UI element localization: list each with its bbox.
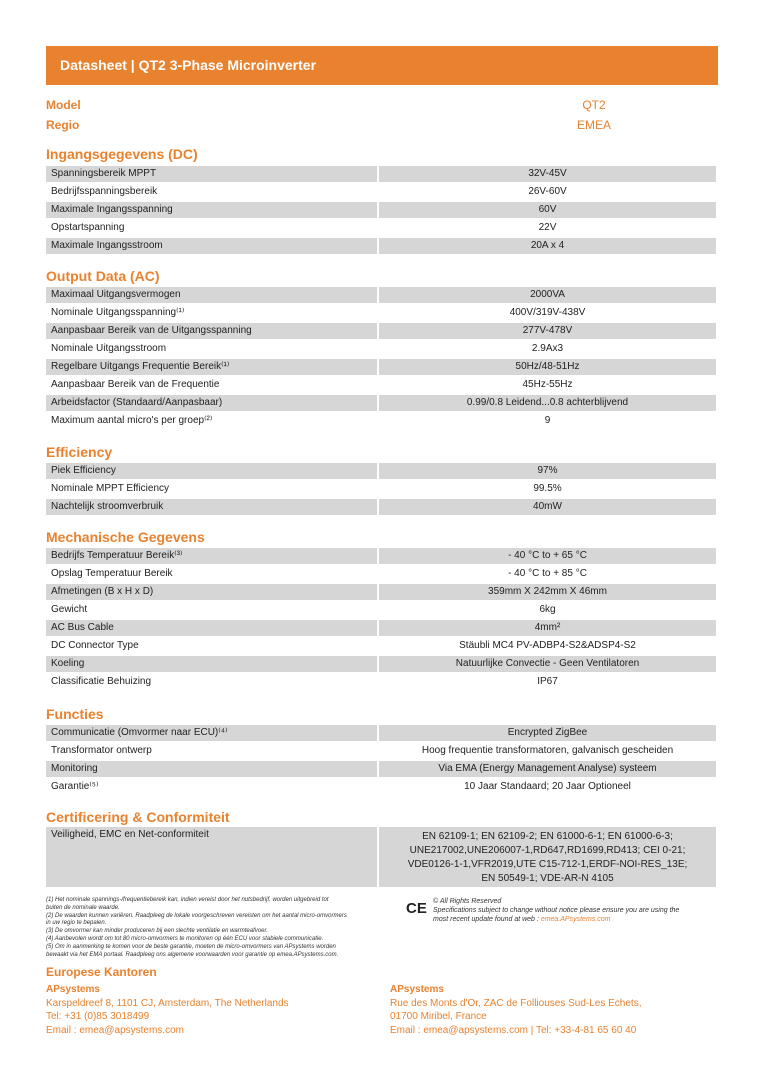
table-row xyxy=(46,359,716,375)
office-amsterdam xyxy=(46,983,289,1037)
row-value: - 40 °C to + 65 °C xyxy=(379,548,716,564)
table-row xyxy=(46,166,716,182)
certification-line: UNE217002,UNE206007-1,RD647,RD1699,RD413; CEI 0-21; xyxy=(409,845,686,856)
row-label: Nominale MPPT Efficiency xyxy=(51,483,170,494)
rights-line xyxy=(433,915,718,924)
table-dc xyxy=(46,166,716,256)
table-row xyxy=(46,481,716,497)
ce-mark-icon: CE xyxy=(406,900,427,917)
row-label: Aanpasbaar Bereik van de Uitgangsspanning xyxy=(46,323,377,339)
row-label: Arbeidsfactor (Standaard/Aanpasbaar) xyxy=(46,395,377,411)
section-title-mechanical: Mechanische Gegevens xyxy=(46,529,205,545)
row-label: Aanpasbaar Bereik van de Frequentie xyxy=(51,379,220,390)
row-value: 26V-60V xyxy=(528,186,567,197)
table-row xyxy=(46,220,716,236)
table-row xyxy=(46,184,716,200)
model-row xyxy=(46,98,718,116)
row-value: 40mW xyxy=(379,499,716,515)
rights-text: most recent update found at web : xyxy=(433,916,539,923)
row-value: IP67 xyxy=(537,676,558,687)
table-row xyxy=(46,463,716,479)
row-label: Communicatie (Omvormer naar ECU)⁽⁴⁾ xyxy=(46,725,377,741)
row-value: 4mm² xyxy=(379,620,716,636)
row-value: Stäubli MC4 PV-ADBP4-S2&ADSP4-S2 xyxy=(459,640,636,651)
row-label: Opstartspanning xyxy=(51,222,125,233)
row-label: Gewicht xyxy=(51,604,88,615)
row-label: Classificatie Behuizing xyxy=(51,676,152,687)
footnote-line: in uw regio te bepalen. xyxy=(46,920,107,927)
row-value: 0.99/0.8 Leidend...0.8 achterblijvend xyxy=(379,395,716,411)
table-row xyxy=(46,548,716,564)
table-row xyxy=(46,602,716,618)
table-row xyxy=(46,674,716,690)
certification-label: Veiligheid, EMC en Net-conformiteit xyxy=(46,827,377,887)
row-value: 99.5% xyxy=(533,483,562,494)
row-label: Nachtelijk stroomverbruik xyxy=(46,499,377,515)
table-row xyxy=(46,584,716,600)
region-value: EMEA xyxy=(576,118,611,132)
section-title-efficiency: Efficiency xyxy=(46,444,113,460)
row-label: DC Connector Type xyxy=(51,640,139,651)
table-mechanical xyxy=(46,548,716,692)
row-value: 32V-45V xyxy=(379,166,716,182)
table-row xyxy=(46,395,716,411)
row-value: 2000VA xyxy=(379,287,716,303)
office-contact[interactable]: Email : emea@apsystems.com | Tel: +33-4-81 65 60 40 xyxy=(390,1024,637,1036)
row-label: Spanningsbereik MPPT xyxy=(46,166,377,182)
table-row xyxy=(46,202,716,218)
offices-title: Europese Kantoren xyxy=(46,965,157,979)
row-value: 10 Jaar Standaard; 20 Jaar Optioneel xyxy=(464,781,631,792)
row-value: Encrypted ZigBee xyxy=(379,725,716,741)
certification-line: VDE0126-1-1,VFR2019,UTE C15-712-1,ERDF-NOI-RES_13E; xyxy=(407,859,688,870)
row-label: AC Bus Cable xyxy=(46,620,377,636)
table-row xyxy=(46,305,716,321)
table-ac xyxy=(46,287,716,431)
table-row xyxy=(46,725,716,741)
office-address: 01700 Miribel, France xyxy=(390,1011,487,1022)
footnote-line: (3) De omvormer kan minder produceren bij een slechte ventilatie en warmteafvoer. xyxy=(46,928,268,935)
table-row xyxy=(46,566,716,582)
row-label: Maximum aantal micro's per groep⁽²⁾ xyxy=(51,415,213,426)
row-value: 9 xyxy=(544,415,551,426)
table-row xyxy=(46,323,716,339)
office-address: Karspeldreef 8, 1101 CJ, Amsterdam, The Netherlands xyxy=(46,997,289,1009)
footnote-line: bewaakt via het EMA portaal. Raadpleeg ons algemene voorwaarden voor garantie op emea.APsystems.com. xyxy=(46,951,339,958)
row-label: Maximale Ingangsstroom xyxy=(46,238,377,254)
row-value: 50Hz/48-51Hz xyxy=(379,359,716,375)
section-title-ac: Output Data (AC) xyxy=(46,268,160,284)
row-label: Monitoring xyxy=(46,761,377,777)
table-certification xyxy=(46,827,716,887)
section-title-certification: Certificering & Conformiteit xyxy=(46,809,230,825)
table-row xyxy=(46,761,716,777)
row-value: Natuurlijke Convectie - Geen Ventilatoren xyxy=(379,656,716,672)
row-value: Via EMA (Energy Management Analyse) systeem xyxy=(379,761,716,777)
row-value: 22V xyxy=(538,222,557,233)
row-value: 60V xyxy=(379,202,716,218)
table-row xyxy=(46,656,716,672)
region-label: Regio xyxy=(46,118,80,132)
office-tel: Tel: +31 (0)85 3018499 xyxy=(46,1011,150,1022)
row-label: Bedrijfsspanningsbereik xyxy=(51,186,158,197)
datasheet-header xyxy=(46,46,718,85)
table-row xyxy=(46,620,716,636)
table-row xyxy=(46,499,716,515)
row-label: Regelbare Uitgangs Frequentie Bereik⁽¹⁾ xyxy=(46,359,377,375)
table-row xyxy=(46,779,716,795)
footnote-line: (2) De waarden kunnen variëren. Raadpleeg de lokale voorgeschreven vereisten om het aantal micro-omvormers xyxy=(46,912,347,919)
row-value: 97% xyxy=(379,463,716,479)
table-efficiency xyxy=(46,463,716,517)
row-value: Hoog frequentie transformatoren, galvanisch gescheiden xyxy=(421,745,674,756)
header-title: Datasheet | QT2 3-Phase Microinverter xyxy=(60,57,317,73)
row-label: Nominale Uitgangsstroom xyxy=(51,343,167,354)
office-address: Rue des Monts d'Or, ZAC de Folliouses Sud-Les Echets, xyxy=(390,997,642,1009)
website-link[interactable]: emea.APsystems.com xyxy=(540,916,611,923)
table-row xyxy=(46,743,716,759)
row-value: 400V/319V-438V xyxy=(509,307,586,318)
section-title-functions: Functies xyxy=(46,706,104,722)
table-row xyxy=(46,287,716,303)
row-label: Bedrijfs Temperatuur Bereik⁽³⁾ xyxy=(46,548,377,564)
row-label: Afmetingen (B x H x D) xyxy=(46,584,377,600)
office-name: APsystems xyxy=(46,984,100,995)
table-functions xyxy=(46,725,716,797)
office-name: APsystems xyxy=(390,984,444,995)
table-row xyxy=(46,238,716,254)
office-email[interactable]: Email : emea@apsystems.com xyxy=(46,1024,184,1036)
certification-line: EN 50549-1; VDE-AR-N 4105 xyxy=(481,873,614,884)
row-value: 277V-478V xyxy=(379,323,716,339)
table-row xyxy=(46,638,716,654)
row-label: Maximale Ingangsspanning xyxy=(46,202,377,218)
rights-line: Specifications subject to change without notice please ensure you are using the xyxy=(433,907,680,914)
table-row xyxy=(46,377,716,393)
region-row xyxy=(46,118,718,136)
row-value: 20A x 4 xyxy=(379,238,716,254)
row-label: Koeling xyxy=(46,656,377,672)
row-label: Garantie⁽⁵⁾ xyxy=(51,781,99,792)
footnote-line: (4) Aanbevolen wordt om tot 80 micro-omvormers te monitoren op één ECU voor stabiele communicatie. xyxy=(46,935,324,942)
footnote-line: buiten de nominale waarde. xyxy=(46,904,120,911)
row-label: Maximaal Uitgangsvermogen xyxy=(46,287,377,303)
row-value: 45Hz-55Hz xyxy=(522,379,573,390)
rights-line: © All Rights Reserved xyxy=(433,898,502,905)
footnotes xyxy=(46,897,396,959)
model-value: QT2 xyxy=(582,98,606,112)
footnote-line: (1) Het nominale spannings-/frequentiebereik kan, indien vereist door het nutsbedrijf, worden uitgebreid tot xyxy=(46,897,329,903)
row-label: Nominale Uitgangsspanning⁽¹⁾ xyxy=(51,307,185,318)
section-title-dc: Ingangsgegevens (DC) xyxy=(46,146,198,162)
rights-notice xyxy=(433,897,718,924)
row-label: Transformator ontwerp xyxy=(51,745,152,756)
row-value: 359mm X 242mm X 46mm xyxy=(379,584,716,600)
footnote-line: (5) Om in aanmerking te komen voor de beste garantie, moeten de micro-omvormers van APsystems worden xyxy=(46,943,336,950)
office-france xyxy=(390,983,641,1037)
row-value: 6kg xyxy=(539,604,556,615)
row-label: Opslag Temperatuur Bereik xyxy=(51,568,173,579)
model-label: Model xyxy=(46,98,81,112)
certification-values xyxy=(379,827,716,887)
row-value: 2.9Ax3 xyxy=(531,343,564,354)
table-row xyxy=(46,413,716,429)
row-value: - 40 °C to + 85 °C xyxy=(508,568,587,579)
row-label: Piek Efficiency xyxy=(46,463,377,479)
certification-line: EN 62109-1; EN 62109-2; EN 61000-6-1; EN 61000-6-3; xyxy=(422,831,673,842)
table-row xyxy=(46,341,716,357)
